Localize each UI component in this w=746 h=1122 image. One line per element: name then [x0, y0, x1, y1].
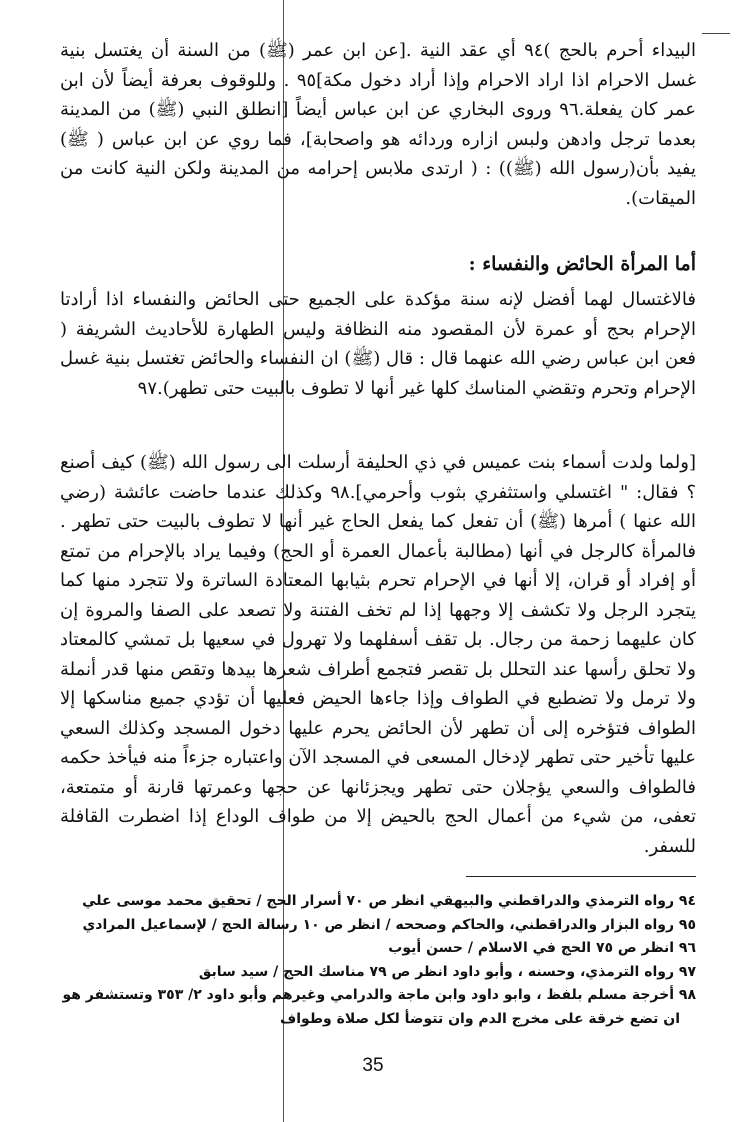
footnotes	[60, 890, 696, 1031]
footnote-96: ٩٦ انظر ص ٧٥ الحج في الاسلام / حسن أيوب	[388, 940, 696, 956]
footnote-94: ٩٤ رواه الترمذي والدراقطني والبيهقي انظر ص ٧٠ أسرار الحج / تحقيق محمد موسى علي	[82, 893, 696, 909]
paragraph-1: البيداء أحرم بالحج )٩٤ أي عقد النية .[عن ابن عمر (ﷺ) من السنة أن يغتسل بنية غسل الاحرام اذا اراد الاحرام وإذا أراد دخول مكة]٩٥ . وللوقوف بعرفة أيضاً لأن ابن عمر كان يفعلة.٩٦ وروى البخاري عن ابن عباس أيضاً [انطلق النبي (ﷺ) من المدينة بعدما ترجل وادهن ولبس ازاره وردائه هو واصحابة]، فما روي عن ابن عباس ( ﷺ) يفيد بأن(رسول الله (ﷺ)) : ( ارتدى ملابس إحرامه من المدينة ولكن النية كانت من الميقات).	[60, 40, 696, 209]
paragraph-2: فالاغتسال لهما أفضل لإنه سنة مؤكدة على الجميع حتى الحائض والنفساء اذا أرادتا الإحرام بحج أو عمرة لأن المقصود منه النظافة وليس الطهارة للأحاديث الشريفة ( فعن ابن عباس رضي الله عنهما قال : قال (ﷺ) ان النفساء والحائض تغتسل بنية غسل الإحرام وتحرم وتقضي المناسك كلها غير أنها لا تطوف بالبيت حتى تطهر).٩٧	[60, 289, 696, 399]
footnote-95: ٩٥ رواه البزار والدراقطني، والحاكم وصححه / انظر ص ١٠ رسالة الحج / لإسماعيل المرادي	[82, 916, 696, 933]
corner-mark	[702, 33, 730, 34]
footnote-98-continuation: ان تضع خرقة على مخرج الدم وان تتوضأ لكل صلاة وطواف	[280, 1010, 680, 1027]
section-heading: أما المرأة الحائض والنفساء :	[468, 253, 696, 275]
footnote-97: ٩٧ رواه الترمذي، وحسنه ، وأبو داود انظر ص ٧٩ مناسك الحج / سيد سابق	[198, 963, 696, 980]
footnote-98: ٩٨ أخرجة مسلم بلفظ ، وابو داود وابن ماجة والدرامي وغيرهم وأبو داود ٢/ ٣٥٣ وتستشفر هو	[62, 987, 696, 1003]
page-number: 35	[362, 1055, 384, 1076]
paragraph-3: [ولما ولدت أسماء بنت عميس في ذي الحليفة أرسلت الى رسول الله (ﷺ) كيف أصنع ؟ فقال: " اغتسلي واستثفري بثوب وأحرمي].٩٨ وكذلك عندما حاضت عائشة (رضي الله عنها ) أمرها (ﷺ) أن تفعل كما يفعل الحاج غير أنها لا تطوف بالبيت حتى تطهر . فالمرأة كالرجل في أنها (مطالبة بأعمال العمرة أو الحج) وفيما يراد بالإحرام من تمتع أو إفراد أو قران، إلا أنها في الإحرام تحرم بثيابها المعتادة الساترة ولا تتجرد منها كما يتجرد الرجل ولا تكشف إلا وجهها إذا لم تخف الفتنة ولا تصعد على الصفا والمروة إن كان عليهما زحمة من رجال. بل تقف أسفلهما ولا تهرول في سعيها بل تمشي كالمعتاد ولا تحلق رأسها عند التحلل بل تقصر فتجمع أطراف شعرها بيدها وتقص منها قدر أنملة ولا ترمل ولا تضطبع في الطواف وإذا جاءها الحيض فعليها أن تؤدي جميع مناسكها إلا الطواف فتؤخره إلى أن تطهر لأن الحائض يحرم عليها دخول المسجد وكذلك السعي عليها تأخير حتى تطهر لإدخال المسعى في المسجد الآن واعتباره جزءاً منه فيأخذ حكمه فالطواف والسعي يؤجلان حتى تطهر ويجزئانها عن حجها وعمرتها قارنة أو متمتعة، تعفى، من شيء من أعمال الحج بالحيض إلا من طواف الوداع إذا اضطرت القافلة للسفر.	[60, 452, 696, 857]
footnote-separator	[466, 876, 696, 877]
